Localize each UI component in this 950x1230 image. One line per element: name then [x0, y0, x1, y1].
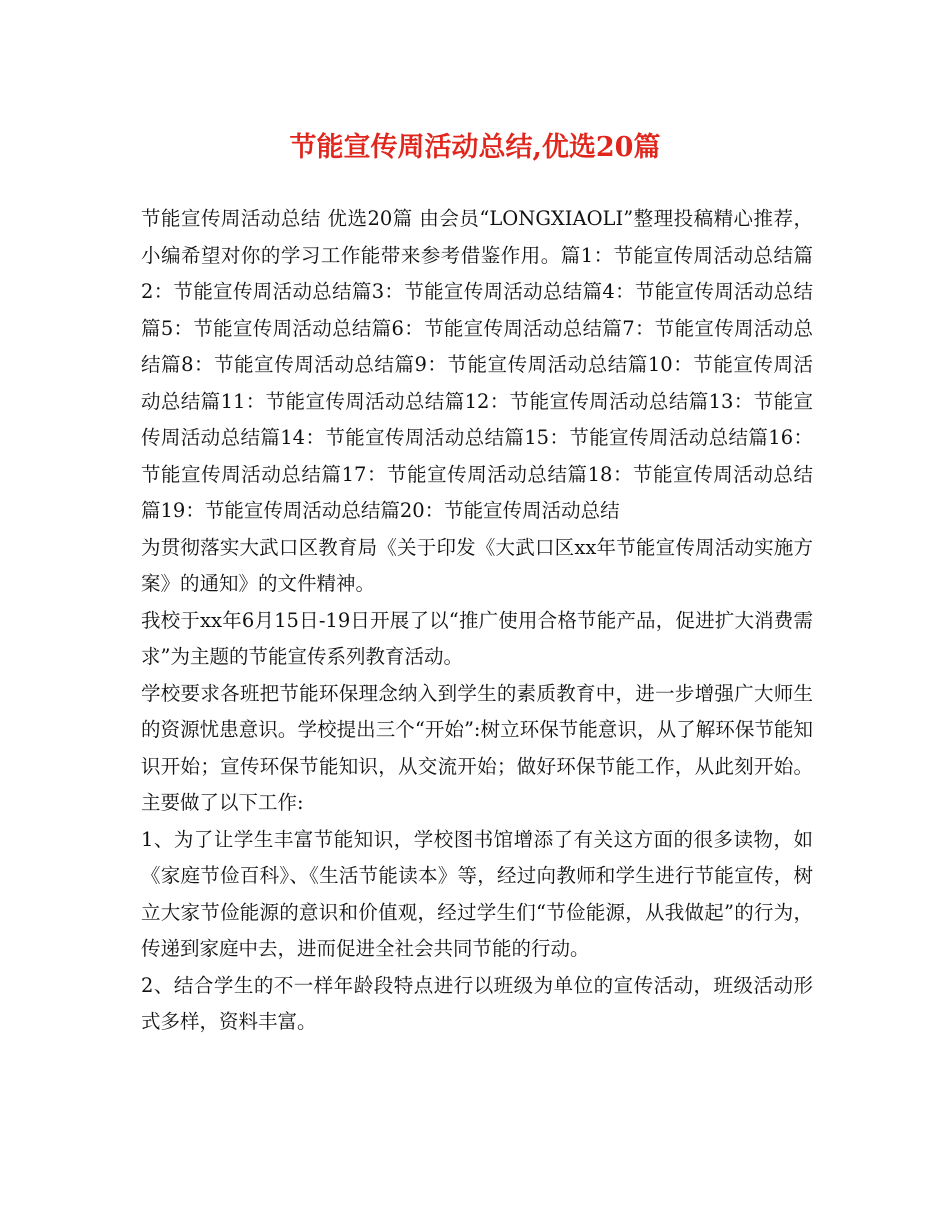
paragraph-item-1: 1、为了让学生丰富节能知识，学校图书馆增添了有关这方面的很多读物，如《家庭节俭百科》、《生活节能读本》等，经过向教师和学生进行节能宣传，树立大家节俭能源的意识和价值观，经过学生们“节俭能源，从我做起”的行为，传递到家庭中去，进而促进全社会共同节能的行动。 [141, 827, 813, 960]
document-body [141, 201, 813, 1041]
document-title: 节能宣传周活动总结,优选20篇 [289, 132, 661, 163]
paragraph-item-2: 2、结合学生的不一样年龄段特点进行以班级为单位的宣传活动，班级活动形式多样，资料丰富。 [141, 973, 813, 1033]
paragraph-event-dates: 我校于xx年6月15日-19日开展了以“推广使用合格节能产品，促进扩大消费需求”为主题的节能宣传系列教育活动。 [141, 608, 813, 668]
paragraph-notice: 为贯彻落实大武口区教育局《关于印发《大武口区xx年节能宣传周活动实施方案》的通知》的文件精神。 [141, 535, 813, 595]
paragraph-requirements: 学校要求各班把节能环保理念纳入到学生的素质教育中，进一步增强广大师生的资源忧患意识。学校提出三个“开始”:树立环保节能意识，从了解环保节能知识开始；宣传环保节能知识，从交流开始；做好环保节能工作，从此刻开始。主要做了以下工作: [141, 681, 813, 814]
paragraph-intro: 节能宣传周活动总结 优选20篇 由会员“LONGXIAOLI”整理投稿精心推荐，小编希望对你的学习工作能带来参考借鉴作用。篇1：节能宣传周活动总结篇2：节能宣传周活动总结篇3：节能宣传周活动总结篇4：节能宣传周活动总结篇5：节能宣传周活动总结篇6：节能宣传周活动总结篇7：节能宣传周活动总结篇8：节能宣传周活动总结篇9：节能宣传周活动总结篇10：节能宣传周活动总结篇11：节能宣传周活动总结篇12：节能宣传周活动总结篇13：节能宣传周活动总结篇14：节能宣传周活动总结篇15：节能宣传周活动总结篇16：节能宣传周活动总结篇17：节能宣传周活动总结篇18：节能宣传周活动总结篇19：节能宣传周活动总结篇20：节能宣传周活动总结 [141, 207, 813, 522]
